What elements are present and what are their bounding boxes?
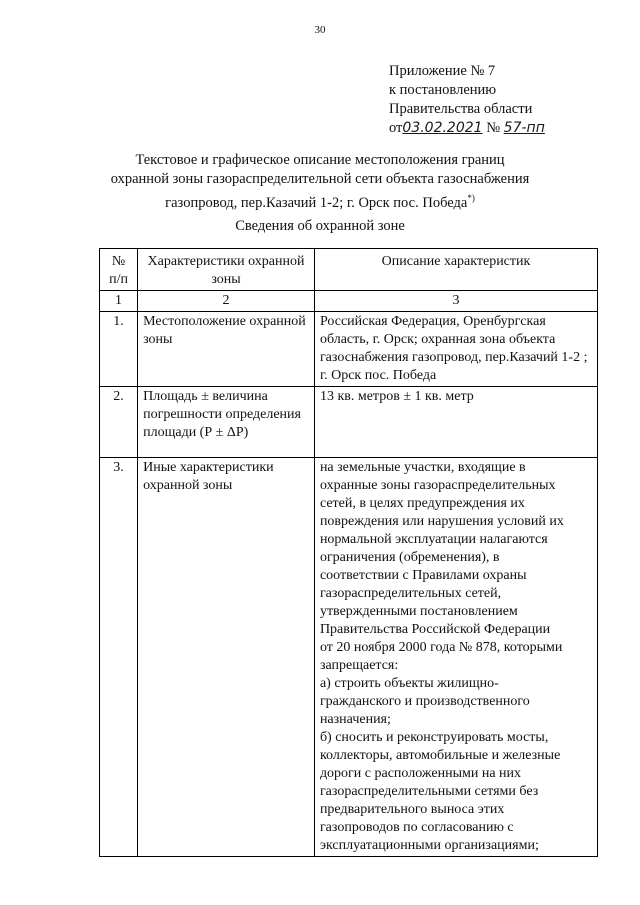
table-row bbox=[100, 387, 598, 458]
description-line: б) сносить и реконструировать мосты, bbox=[319, 730, 549, 745]
description-line: гражданского и производственного bbox=[319, 694, 530, 709]
zone-info-table bbox=[99, 248, 598, 857]
row-number: 3. bbox=[100, 458, 138, 857]
description-line: от 20 ноября 2000 года № 878, которыми bbox=[319, 640, 563, 655]
section-subtitle: Сведения об охранной зоне bbox=[235, 218, 405, 234]
description-line: соответствии с Правилами охраны bbox=[319, 568, 527, 583]
row-description: Российская Федерация, Оренбургская область, г. Орск; охранная зона объекта газоснабжения газопровод, пер.Казачий 1-2 ; г. Орск пос. Победа bbox=[314, 312, 597, 387]
description-line: утвержденными постановлением bbox=[319, 604, 518, 619]
appendix-line-2: к постановлению bbox=[389, 82, 497, 98]
description-line: повреждения или нарушения условий их bbox=[319, 514, 564, 529]
description-line: сетей, в целях предупреждения их bbox=[319, 496, 525, 511]
description-line: газопроводов по согласованию с bbox=[319, 820, 514, 835]
description-line: дороги с расположенными на них bbox=[319, 766, 522, 781]
appendix-line-1: Приложение № 7 bbox=[389, 63, 496, 79]
row-characteristic: Местоположение охранной зоны bbox=[138, 312, 315, 387]
number-prefix: № bbox=[486, 120, 501, 136]
row-description: 13 кв. метров ± 1 кв. метр bbox=[314, 387, 597, 458]
row-characteristic: Площадь ± величина погрешности определения площади (Р ± ΔР) bbox=[138, 387, 315, 458]
column-number-row bbox=[100, 291, 598, 312]
appendix-date-line bbox=[389, 119, 545, 138]
column-number: 1 bbox=[100, 291, 138, 312]
header-num: № п/п bbox=[100, 249, 138, 291]
page-number: 30 bbox=[314, 24, 326, 36]
date-prefix: от bbox=[389, 120, 403, 136]
column-number: 3 bbox=[314, 291, 597, 312]
table-header-row bbox=[100, 249, 598, 291]
footnote-mark: *) bbox=[467, 193, 475, 203]
handwritten-date: 03.02.2021 bbox=[402, 120, 483, 136]
table-row bbox=[100, 312, 598, 387]
description-line: предварительного выноса этих bbox=[319, 802, 505, 817]
header-characteristics: Характеристики охранной зоны bbox=[138, 249, 315, 291]
description-line: газораспределительными сетями без bbox=[319, 784, 539, 799]
appendix-line-3: Правительства области bbox=[389, 101, 533, 117]
description-line: газораспределительных сетей, bbox=[319, 586, 502, 601]
column-number: 2 bbox=[138, 291, 315, 312]
appendix-block bbox=[389, 62, 545, 138]
header-description: Описание характеристик bbox=[314, 249, 597, 291]
description-line: Правительства Российской Федерации bbox=[319, 622, 551, 637]
description-line: коллекторы, автомобильные и железные bbox=[319, 748, 561, 763]
title-line-2: охранной зоны газораспределительной сети объекта газоснабжения bbox=[110, 171, 530, 187]
description-line: запрещается: bbox=[319, 658, 399, 673]
description-line: а) строить объекты жилищно- bbox=[319, 676, 499, 691]
description-line: нормальной эксплуатации налагаются bbox=[319, 532, 548, 547]
title-line-3-text: газопровод, пер.Казачий 1-2; г. Орск пос. Победа bbox=[165, 194, 468, 211]
description-line: эксплуатационными организациями; bbox=[319, 838, 539, 853]
handwritten-number: 57-пп bbox=[503, 120, 545, 136]
row-description bbox=[314, 458, 597, 857]
table-row bbox=[100, 458, 598, 857]
description-line: ограничения (обременения), в bbox=[319, 550, 500, 565]
description-line: назначения; bbox=[319, 712, 391, 727]
row-number: 2. bbox=[100, 387, 138, 458]
title-line-3 bbox=[100, 189, 540, 213]
row-number: 1. bbox=[100, 312, 138, 387]
title-line-1: Текстовое и графическое описание местоположения границ bbox=[135, 152, 505, 168]
description-line: на земельные участки, входящие в bbox=[319, 460, 526, 475]
row-characteristic: Иные характеристики охранной зоны bbox=[138, 458, 315, 857]
document-title bbox=[100, 151, 540, 213]
description-line: охранные зоны газораспределительных bbox=[319, 478, 556, 493]
